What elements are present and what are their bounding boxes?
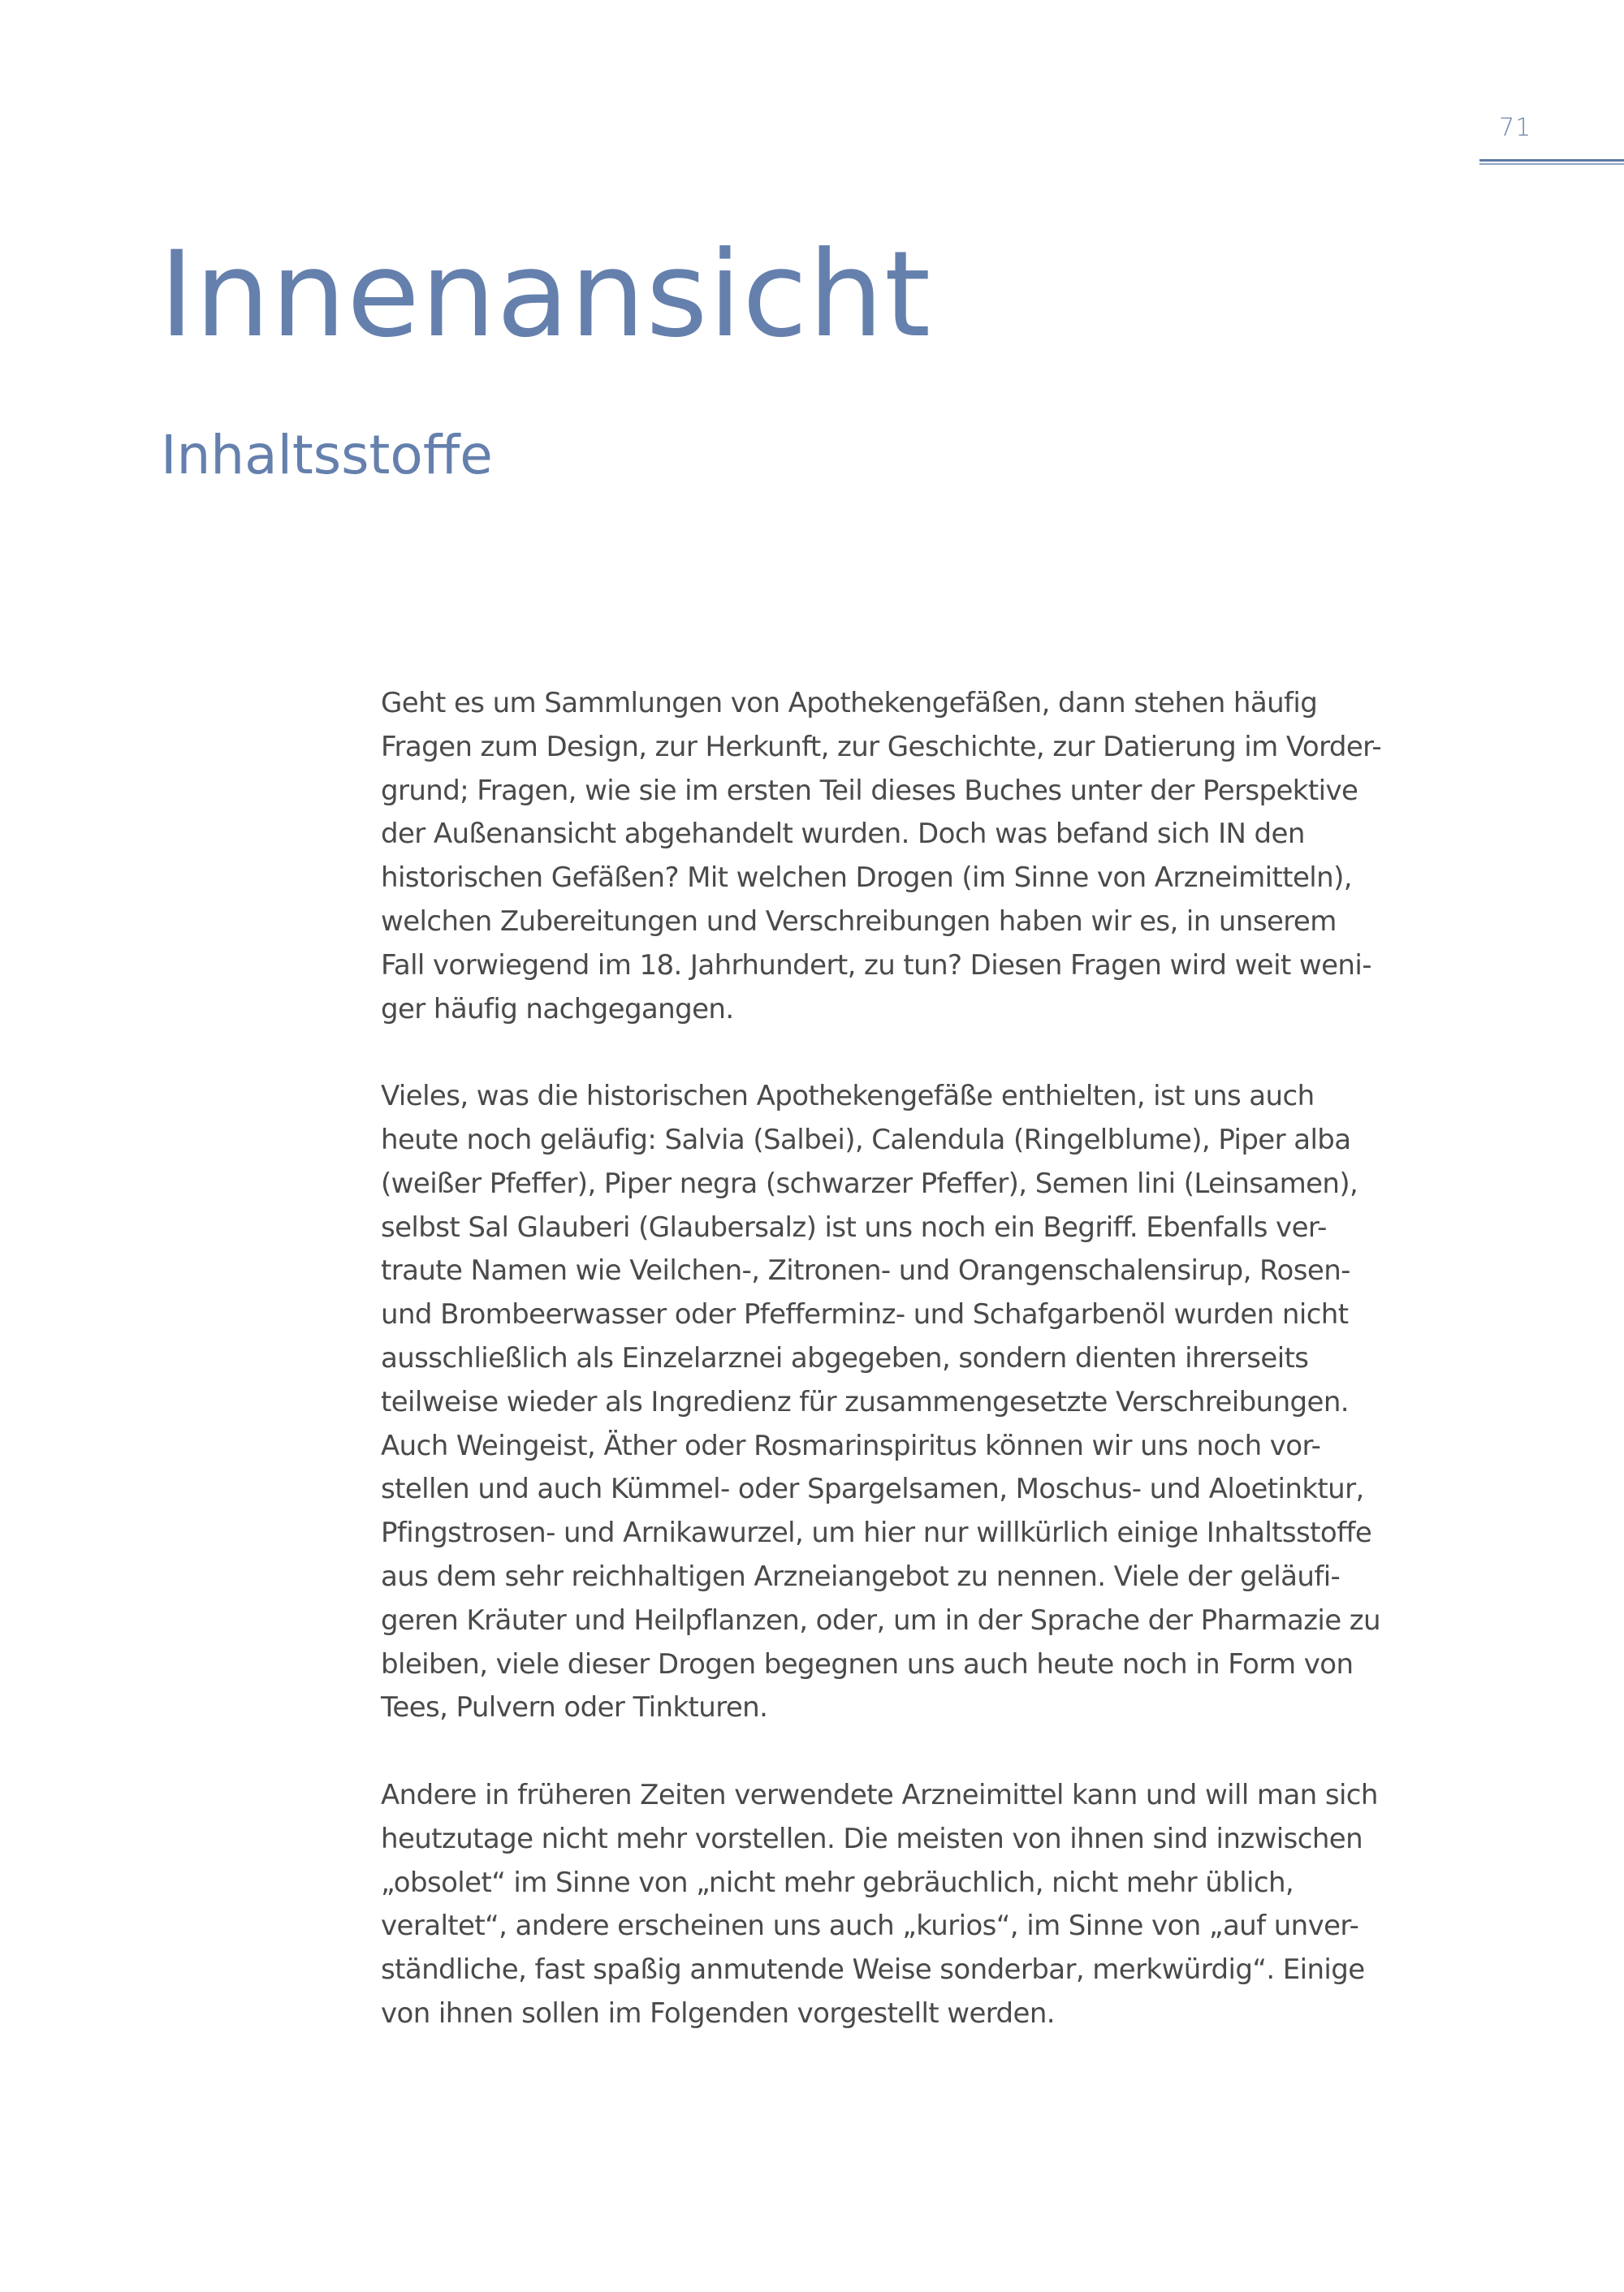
text-line: (weißer Pfeffer), Piper negra (schwarzer Pfeffer), Semen lini (Leinsamen), [381, 1167, 1358, 1200]
text-line: und Brombeerwasser oder Pfefferminz- und Schafgarbenöl wurden nicht [381, 1298, 1349, 1332]
text-line: heutzutage nicht mehr vorstellen. Die meisten von ihnen sind inzwischen [381, 1822, 1363, 1855]
header-rule-bottom [1479, 163, 1624, 165]
header-rule-top [1479, 159, 1624, 162]
text-line: Vieles, was die historischen Apothekengefäße enthielten, ist uns auch [381, 1080, 1315, 1113]
chapter-title: Innenansicht [159, 226, 932, 364]
header-double-rule [1479, 159, 1624, 166]
text-line: traute Namen wie Veilchen-, Zitronen- und Orangenschalensirup, Rosen- [381, 1254, 1350, 1288]
text-line: Pfingstrosen- und Arnikawurzel, um hier nur willkürlich einige Inhaltsstoffe [381, 1517, 1372, 1550]
text-line: ger häufig nachgegangen. [381, 992, 734, 1025]
page-number: 71 [1499, 114, 1532, 142]
text-line: geren Kräuter und Heilpflanzen, oder, um in der Sprache der Pharmazie zu [381, 1604, 1381, 1637]
body-text [381, 682, 1461, 2080]
text-line: aus dem sehr reichhaltigen Arzneiangebot zu nennen. Viele der geläufi- [381, 1560, 1341, 1593]
text-line: Auch Weingeist, Äther oder Rosmarinspiritus können wir uns noch vor- [381, 1429, 1321, 1462]
text-line: heute noch geläufig: Salvia (Salbei), Calendula (Ringelblume), Piper alba [381, 1123, 1351, 1156]
text-line: Tees, Pulvern oder Tinkturen. [381, 1691, 768, 1724]
text-line: „obsolet“ im Sinne von „nicht mehr gebräuchlich, nicht mehr üblich, [381, 1866, 1294, 1899]
paragraph-3 [381, 1774, 1461, 2036]
text-line: stellen und auch Kümmel- oder Spargelsamen, Moschus- und Aloetinktur, [381, 1473, 1364, 1506]
text-line: historischen Gefäßen? Mit welchen Drogen (im Sinne von Arzneimitteln), [381, 861, 1352, 895]
paragraph-1 [381, 682, 1461, 1031]
text-line: Andere in früheren Zeiten verwendete Arzneimittel kann und will man sich [381, 1778, 1378, 1811]
text-line: ausschließlich als Einzelarznei abgegeben, sondern dienten ihrerseits [381, 1341, 1309, 1375]
text-line: bleiben, viele dieser Drogen begegnen uns auch heute noch in Form von [381, 1647, 1354, 1681]
text-line: veraltet“, andere erscheinen uns auch „kurios“, im Sinne von „auf unver- [381, 1910, 1359, 1943]
text-line: Fragen zum Design, zur Herkunft, zur Geschichte, zur Datierung im Vorder- [381, 730, 1382, 763]
text-line: selbst Sal Glauberi (Glaubersalz) ist uns noch ein Begriff. Ebenfalls ver- [381, 1211, 1327, 1244]
section-title: Inhaltsstoffe [161, 424, 493, 486]
text-line: der Außenansicht abgehandelt wurden. Doch was befand sich IN den [381, 818, 1305, 851]
text-line: welchen Zubereitungen und Verschreibungen haben wir es, in unserem [381, 904, 1337, 938]
text-line: grund; Fragen, wie sie im ersten Teil dieses Buches unter der Perspektive [381, 774, 1358, 807]
text-line: Fall vorwiegend im 18. Jahrhundert, zu tun? Diesen Fragen wird weit weni- [381, 948, 1371, 982]
text-line: von ihnen sollen im Folgenden vorgestellt werden. [381, 1996, 1056, 2030]
text-line: ständliche, fast spaßig anmutende Weise sonderbar, merkwürdig“. Einige [381, 1953, 1365, 1987]
text-line: teilweise wieder als Ingredienz für zusammengesetzte Verschreibungen. [381, 1385, 1349, 1418]
text-line: Geht es um Sammlungen von Apothekengefäßen, dann stehen häufig [381, 687, 1318, 719]
paragraph-2 [381, 1075, 1461, 1730]
